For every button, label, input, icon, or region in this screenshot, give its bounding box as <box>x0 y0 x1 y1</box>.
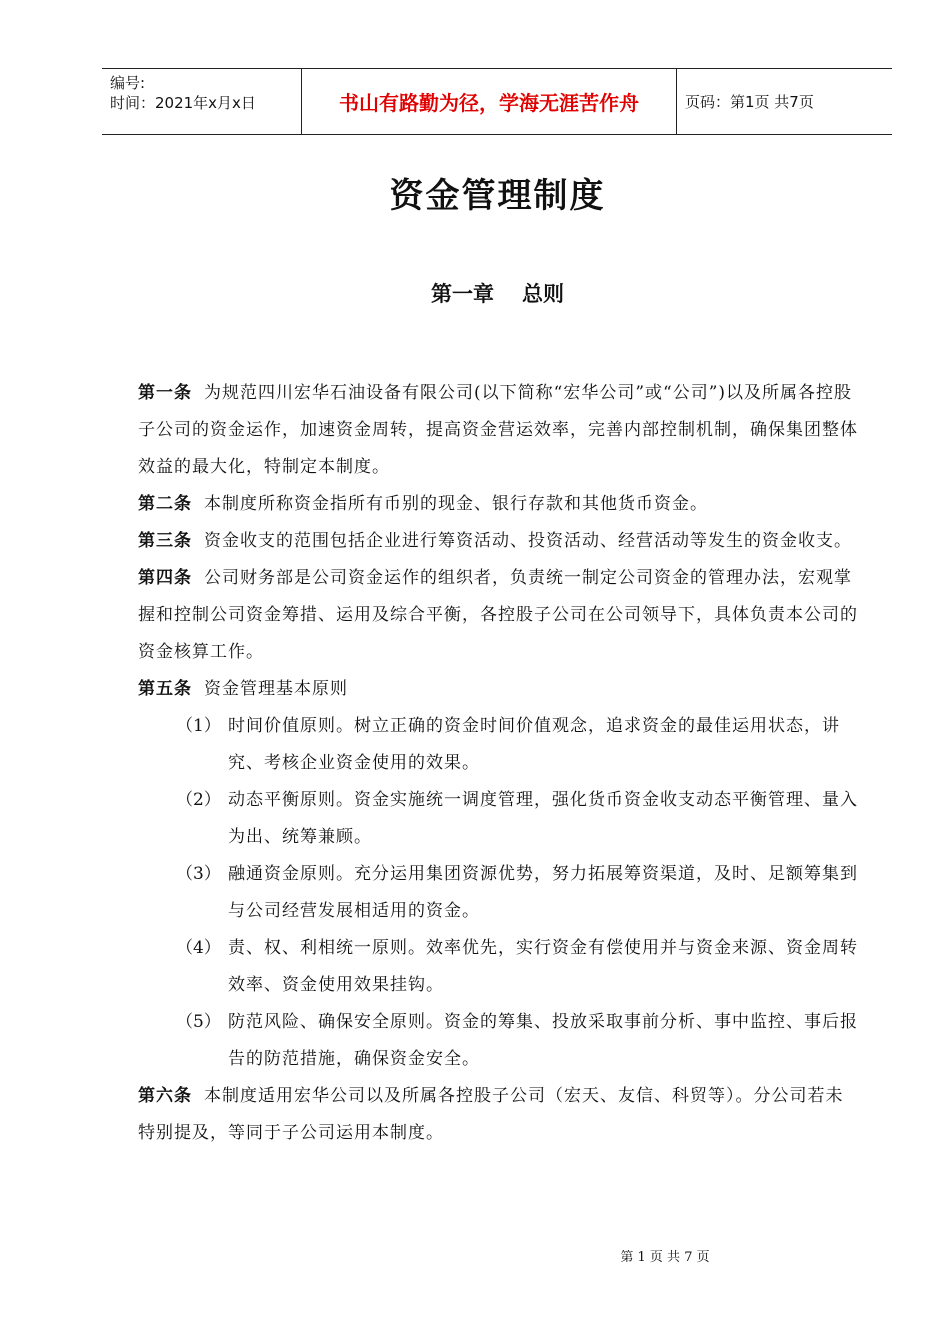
item-number: （1） <box>176 716 221 736</box>
page-footer: 第 1 页 共 7 页 <box>620 1250 710 1265</box>
article-text: 本制度所称资金指所有币别的现金、银行存款和其他货币资金。 <box>204 494 708 514</box>
header-table <box>102 68 892 135</box>
article-text: 资金收支的范围包括企业进行筹资活动、投资活动、经营活动等发生的资金收支。 <box>204 531 852 551</box>
header-left-cell <box>102 69 302 134</box>
item-number: （3） <box>176 864 221 884</box>
principle-item <box>138 930 860 1004</box>
article-2 <box>138 486 860 523</box>
article-5 <box>138 671 860 708</box>
principle-item <box>138 708 860 782</box>
chapter-heading <box>0 278 950 308</box>
article-text: 公司财务部是公司资金运作的组织者，负责统一制定公司资金的管理办法，宏观掌握和控制公司资金筹措、运用及综合平衡，各控股子公司在公司领导下，具体负责本公司的资金核算工作。 <box>138 568 858 662</box>
article-label: 第二条 <box>138 494 192 514</box>
article-4 <box>138 560 860 671</box>
article-text: 为规范四川宏华石油设备有限公司(以下简称“宏华公司”或“公司”)以及所属各控股子公司的资金运作，加速资金周转，提高资金营运效率，完善内部控制机制，确保集团整体效益的最大化，特制定本制度。 <box>138 383 858 477</box>
time-label: 时间：2021年x月x日 <box>110 94 256 112</box>
article-text: 本制度适用宏华公司以及所属各控股子公司（宏天、友信、科贸等）。分公司若未特别提及，等同于子公司运用本制度。 <box>138 1086 844 1143</box>
principle-item <box>138 1004 860 1078</box>
article-label: 第三条 <box>138 531 192 551</box>
article-label: 第五条 <box>138 679 192 699</box>
principle-item <box>138 856 860 930</box>
article-label: 第四条 <box>138 568 192 588</box>
document-title: 资金管理制度 <box>389 176 606 216</box>
item-number: （5） <box>176 1012 221 1032</box>
article-label: 第六条 <box>138 1086 192 1106</box>
article-text: 资金管理基本原则 <box>204 679 348 699</box>
item-number: （2） <box>176 790 221 810</box>
document-body <box>138 375 860 1152</box>
item-text: 融通资金原则。充分运用集团资源优势，努力拓展筹资渠道，及时、足额筹集到与公司经营发展相适用的资金。 <box>228 864 858 921</box>
item-number: （4） <box>176 938 221 958</box>
article-3 <box>138 523 860 560</box>
header-page-info: 页码：第1页 共7页 <box>685 93 814 111</box>
chapter-title: 总则 <box>522 282 564 306</box>
article-label: 第一条 <box>138 383 192 403</box>
item-text: 防范风险、确保安全原则。资金的筹集、投放采取事前分析、事中监控、事后报告的防范措施，确保资金安全。 <box>228 1012 858 1069</box>
item-text: 时间价值原则。树立正确的资金时间价值观念，追求资金的最佳运用状态，讲究、考核企业资金使用的效果。 <box>228 716 840 773</box>
header-motto: 书山有路勤为径，学海无涯苦作舟 <box>302 69 677 134</box>
article-6 <box>138 1078 860 1152</box>
item-text: 责、权、利相统一原则。效率优先，实行资金有偿使用并与资金来源、资金周转效率、资金使用效果挂钩。 <box>228 938 858 995</box>
chapter-number: 第一章 <box>431 282 494 306</box>
principle-item <box>138 782 860 856</box>
article-1 <box>138 375 860 486</box>
number-label: 编号: <box>110 74 146 92</box>
item-text: 动态平衡原则。资金实施统一调度管理，强化货币资金收支动态平衡管理、量入为出、统筹兼顾。 <box>228 790 858 847</box>
